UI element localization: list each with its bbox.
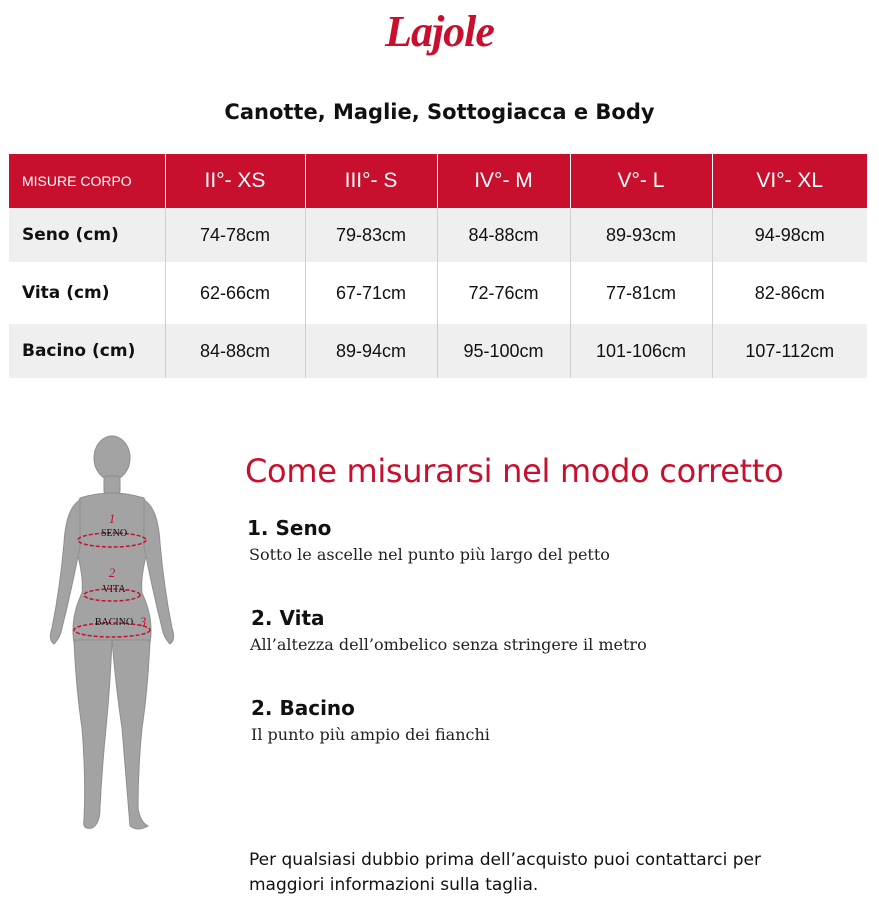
size-header-xs: II°- XS: [165, 154, 305, 208]
contact-note: [249, 848, 849, 898]
step-heading-seno: 1. Seno: [247, 516, 332, 540]
size-header-l: V°- L: [570, 154, 712, 208]
step-text-seno: Sotto le ascelle nel punto più largo del petto: [249, 545, 610, 564]
size-table: [9, 154, 867, 378]
table-cell: 72-76cm: [437, 262, 570, 324]
row-label-vita: Vita (cm): [9, 262, 165, 324]
size-header-row: [9, 154, 867, 208]
brand-logo: Lajole: [385, 7, 494, 56]
marker-number-1: 1: [108, 511, 116, 526]
table-row: [9, 324, 867, 378]
contact-note-line-1: Per qualsiasi dubbio prima dell’acquisto puoi contattarci per: [249, 850, 762, 870]
table-cell: 84-88cm: [165, 324, 305, 378]
row-label-bacino: Bacino (cm): [9, 324, 165, 378]
table-row: [9, 262, 867, 324]
row-label-seno: Seno (cm): [9, 208, 165, 262]
measure-header: MISURE CORPO: [9, 154, 165, 208]
marker-label-vita: VITA: [102, 584, 126, 595]
table-cell: 74-78cm: [165, 208, 305, 262]
contact-note-line-2: maggiori informazioni sulla taglia.: [249, 875, 539, 895]
size-header-s: III°- S: [305, 154, 437, 208]
marker-label-bacino: BACINO: [94, 617, 134, 628]
table-cell: 62-66cm: [165, 262, 305, 324]
table-cell: 67-71cm: [305, 262, 437, 324]
marker-number-2: 2: [108, 565, 116, 580]
table-cell: 82-86cm: [712, 262, 867, 324]
marker-label-seno: SENO: [100, 528, 128, 539]
table-cell: 101-106cm: [570, 324, 712, 378]
table-cell: 89-93cm: [570, 208, 712, 262]
guide-title: Come misurarsi nel modo corretto: [245, 452, 784, 490]
table-cell: 95-100cm: [437, 324, 570, 378]
table-cell: 94-98cm: [712, 208, 867, 262]
size-header-m: IV°- M: [437, 154, 570, 208]
marker-number-3: 3: [139, 614, 147, 629]
size-header-xl: VI°- XL: [712, 154, 867, 208]
step-heading-vita: 2. Vita: [251, 606, 325, 630]
table-cell: 84-88cm: [437, 208, 570, 262]
step-heading-bacino: 2. Bacino: [251, 696, 355, 720]
table-cell: 89-94cm: [305, 324, 437, 378]
table-row: [9, 208, 867, 262]
body-silhouette-figure: [30, 428, 200, 848]
table-cell: 107-112cm: [712, 324, 867, 378]
table-cell: 79-83cm: [305, 208, 437, 262]
step-text-bacino: Il punto più ampio dei fianchi: [251, 725, 490, 744]
page-title: Canotte, Maglie, Sottogiacca e Body: [224, 100, 655, 124]
step-text-vita: All’altezza dell’ombelico senza stringere il metro: [250, 635, 647, 654]
table-cell: 77-81cm: [570, 262, 712, 324]
